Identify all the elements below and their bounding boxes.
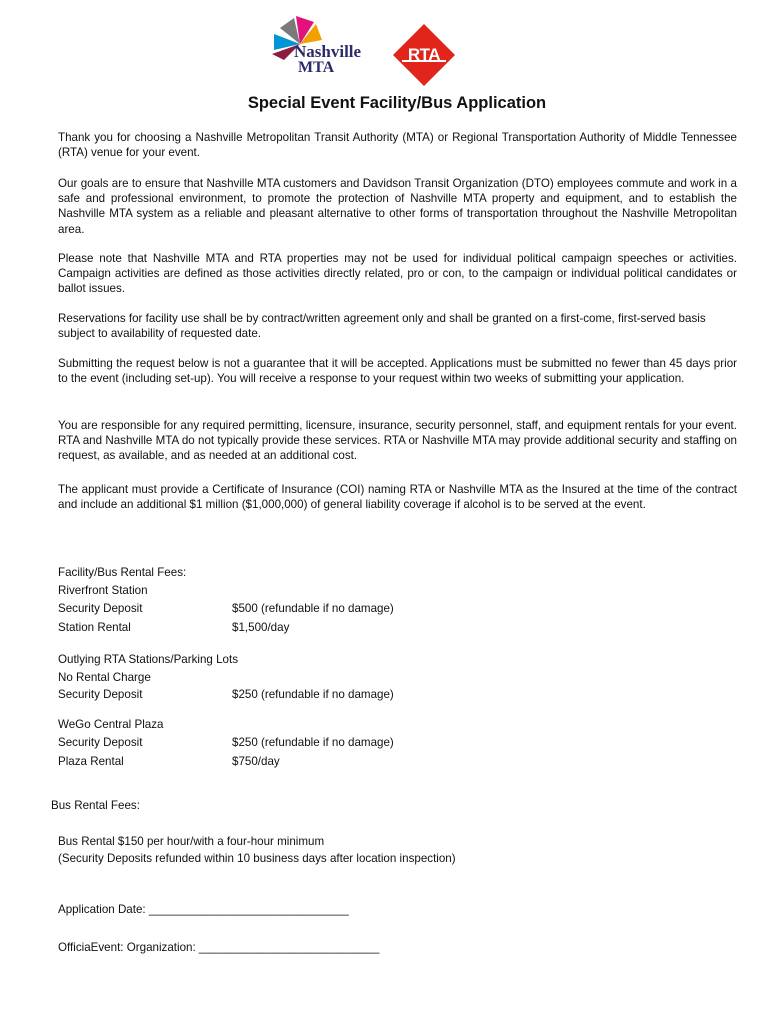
- paragraph-responsibility: You are responsible for any required permitting, licensure, insurance, security personnel, staff, and equipment rentals for your event. RTA and Nashville MTA do not typically provide these services. RTA or Nashville MTA may provide additional security and staffing on request, as available, and as needed at an additional cost.: [58, 419, 737, 463]
- page-title: Special Event Facility/Bus Application: [247, 94, 547, 112]
- paragraph-reservations: Reservations for facility use shall be by contract/written agreement only and shall be granted on a first-come, first-served basis subject to availability of requested date.: [58, 312, 706, 341]
- paragraph-goals: Our goals are to ensure that Nashville MTA customers and Davidson Transit Organization (DTO) employees commute and work in a safe and professional environment, to promote the protection of Nashville MTA property and equipment, and to establish the Nashville MTA system as a reliable and pleasant alternative to other forms of transportation throughout the Nashville Metropolitan area.: [58, 177, 737, 236]
- logo-bar: [0, 14, 770, 84]
- paragraph-insurance: The applicant must provide a Certificate of Insurance (COI) naming RTA or Nashville MTA as the Insured at the time of the contract and include an additional $1 million ($1,000,000) of general liability coverage if alcohol is to be served at the event.: [58, 483, 737, 512]
- wego-deposit-value: $250 (refundable if no damage): [232, 736, 394, 749]
- wego-name: WeGo Central Plaza: [58, 718, 164, 731]
- paragraph-intro: Thank you for choosing a Nashville Metropolitan Transit Authority (MTA) or Regional Transportation Authority of Middle Tennessee (RTA) venue for your event.: [58, 131, 737, 160]
- paragraph-submission: Submitting the request below is not a guarantee that it will be accepted. Applications must be submitted no fewer than 45 days prior to the event (including set-up). You will receive a response to your request within two weeks of submitting your application.: [58, 357, 737, 386]
- application-date-field[interactable]: Application Date: _______________________________: [58, 903, 349, 916]
- bus-heading: Bus Rental Fees:: [51, 799, 140, 812]
- mta-logo-text: Nashville MTA: [294, 42, 362, 76]
- rta-logo-text: RTA: [407, 45, 441, 64]
- organization-field[interactable]: OfficiaEvent: Organization: ____________________________: [58, 941, 380, 954]
- outlying-name: Outlying RTA Stations/Parking Lots: [58, 653, 239, 666]
- riverfront-rental-value: $1,500/day: [232, 621, 290, 634]
- wego-rental-label: Plaza Rental: [58, 755, 124, 768]
- riverfront-rental-label: Station Rental: [58, 621, 131, 634]
- nashville-mta-logo: [270, 14, 370, 80]
- paragraph-political: Please note that Nashville MTA and RTA properties may not be used for individual political campaign speeches or activities. Campaign activities are defined as those activities directly related, pro or con, to the campaign or individual political candidates or ballot issues.: [58, 252, 737, 296]
- outlying-deposit-value: $250 (refundable if no damage): [232, 688, 394, 701]
- wego-deposit-label: Security Deposit: [58, 736, 143, 749]
- riverfront-deposit-value: $500 (refundable if no damage): [232, 602, 394, 615]
- bus-rate: Bus Rental $150 per hour/with a four-hour minimum: [58, 835, 325, 848]
- outlying-deposit-label: Security Deposit: [58, 688, 143, 701]
- outlying-charge: No Rental Charge: [58, 671, 151, 684]
- riverfront-name: Riverfront Station: [58, 584, 148, 597]
- wego-rental-value: $750/day: [232, 755, 280, 768]
- riverfront-deposit-label: Security Deposit: [58, 602, 143, 615]
- fees-heading: Facility/Bus Rental Fees:: [58, 566, 187, 579]
- bus-deposit-note: (Security Deposits refunded within 10 business days after location inspection): [58, 852, 456, 865]
- rta-logo: [393, 24, 455, 86]
